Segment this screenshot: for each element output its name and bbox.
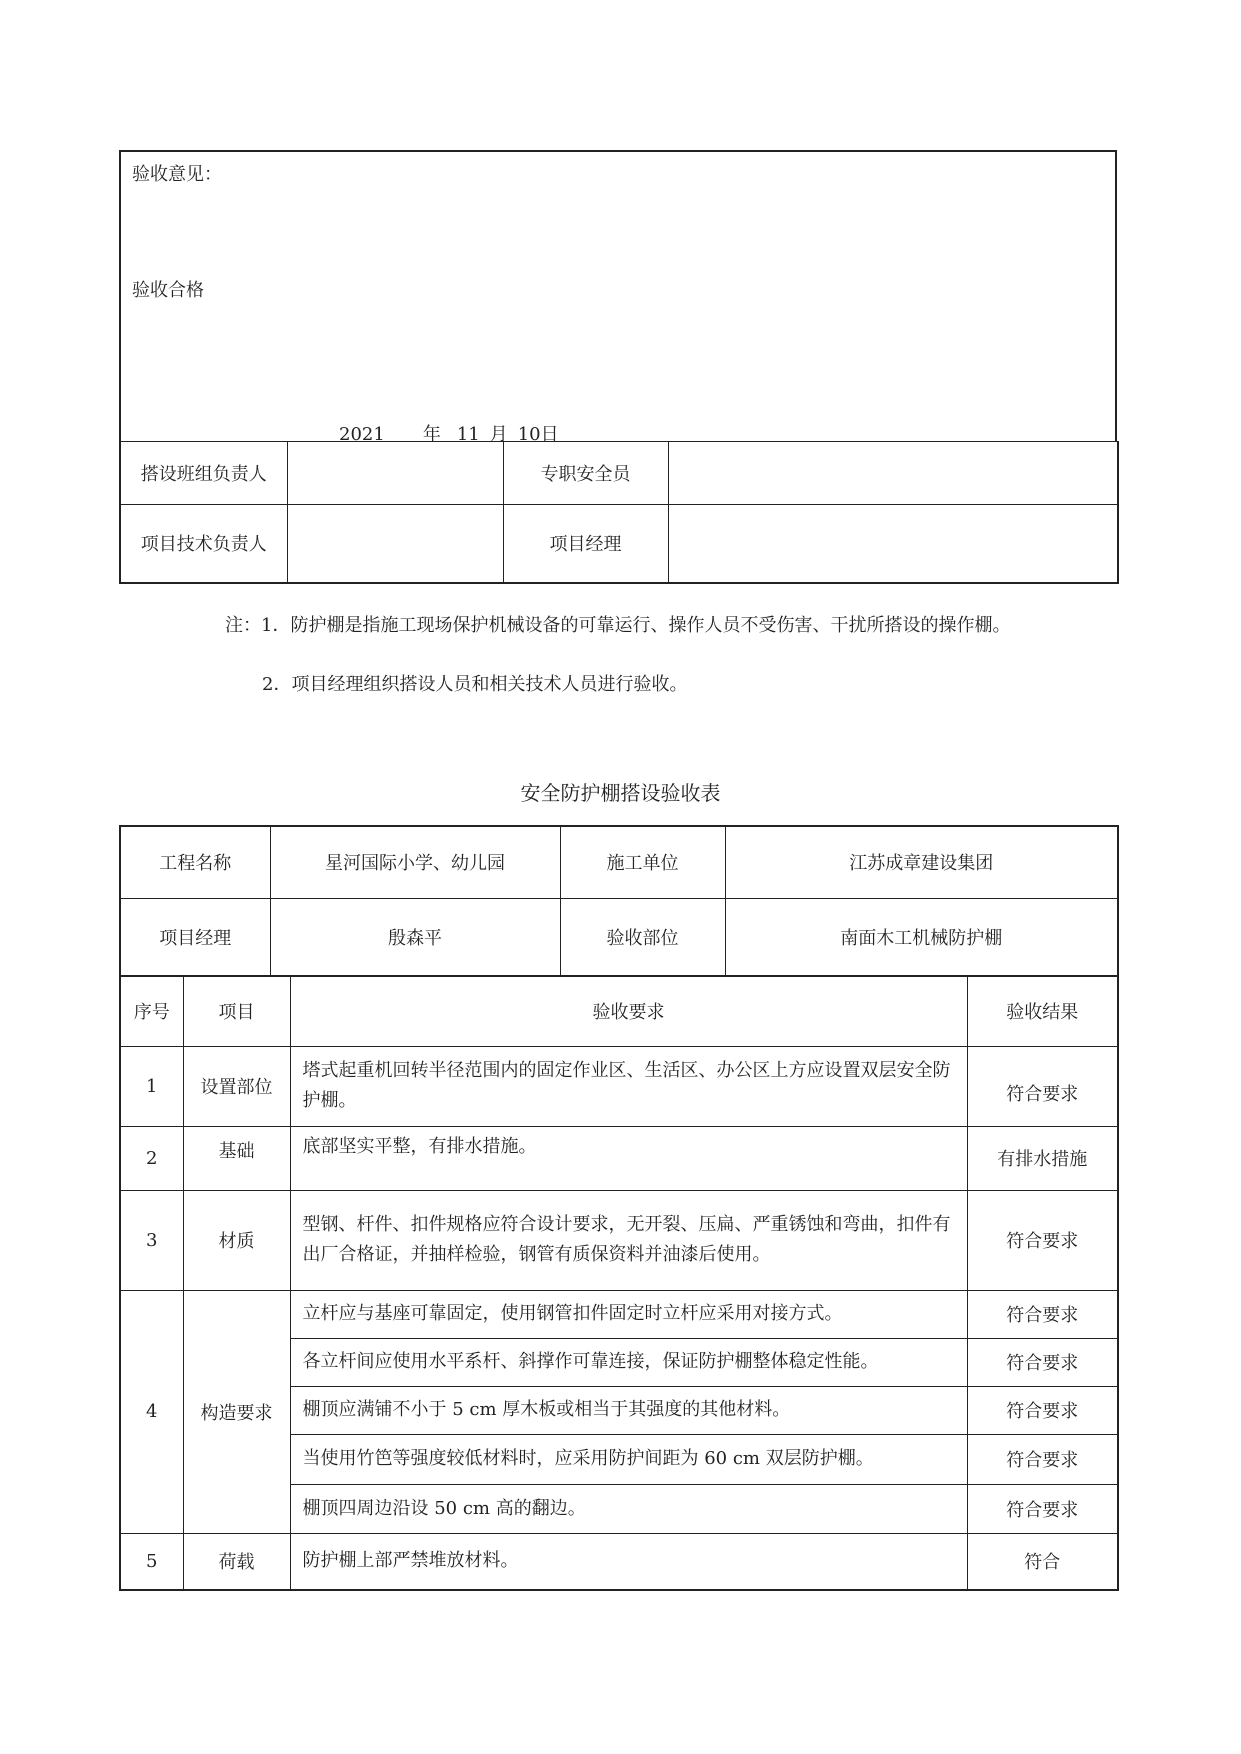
location: 南面木工机械防护棚	[725, 898, 1118, 976]
row-requirement: 棚顶应满铺不小于 5 cm 厚木板或相当于其强度的其他材料。	[290, 1386, 967, 1434]
row-result: 符合要求	[967, 1046, 1118, 1126]
row-result: 有排水措施	[967, 1126, 1118, 1190]
date-month: 11	[456, 424, 480, 445]
date-year: 2021	[339, 424, 385, 445]
row-result: 符合要求	[967, 1386, 1118, 1434]
team-leader-signature	[287, 442, 503, 505]
row-result: 符合	[967, 1533, 1118, 1590]
header-item: 项目	[183, 976, 290, 1046]
location-label: 验收部位	[560, 898, 725, 976]
table-row	[120, 1126, 1118, 1190]
row-requirement: 底部坚实平整，有排水措施。	[290, 1126, 967, 1190]
row-result: 符合要求	[967, 1484, 1118, 1533]
project-name: 星河国际小学、幼儿园	[270, 826, 560, 898]
row-item: 构造要求	[183, 1290, 290, 1533]
row-requirement: 当使用竹笆等强度较低材料时，应采用防护间距为 60 cm 双层防护棚。	[290, 1434, 967, 1484]
tech-lead-signature	[287, 505, 503, 583]
header-result: 验收结果	[967, 976, 1118, 1046]
signoff-table	[119, 441, 1119, 584]
acceptance-opinion-box	[119, 150, 1117, 445]
checklist-table	[119, 975, 1119, 1591]
table-row	[120, 1533, 1118, 1590]
row-no: 5	[120, 1533, 183, 1590]
row-requirement: 各立杆间应使用水平系杆、斜撑作可靠连接，保证防护棚整体稳定性能。	[290, 1338, 967, 1386]
opinion-label: 验收意见：	[132, 164, 222, 185]
project-name-label: 工程名称	[120, 826, 270, 898]
row-item: 设置部位	[183, 1046, 290, 1126]
row-item: 基础	[183, 1126, 290, 1190]
row-result: 符合要求	[967, 1190, 1118, 1290]
date-year-unit: 年	[422, 424, 441, 445]
safety-officer-label: 专职安全员	[503, 442, 668, 505]
row-no: 4	[120, 1290, 183, 1533]
table-row	[120, 1046, 1118, 1126]
row-requirement: 立杆应与基座可靠固定，使用钢管扣件固定时立杆应采用对接方式。	[290, 1290, 967, 1338]
manager-label: 项目经理	[120, 898, 270, 976]
safety-officer-signature	[668, 442, 1118, 505]
project-manager-label: 项目经理	[503, 505, 668, 583]
row-no: 1	[120, 1046, 183, 1126]
row-no: 3	[120, 1190, 183, 1290]
row-item: 材质	[183, 1190, 290, 1290]
tech-lead-label: 项目技术负责人	[120, 505, 287, 583]
note-1: 注：1．防护棚是指施工现场保护机械设备的可靠运行、操作人员不受伤害、干扰所搭设的操作棚。	[225, 615, 1011, 636]
date-day-unit: 日	[540, 424, 559, 445]
form-title: 安全防护棚搭设验收表	[520, 783, 721, 805]
row-result: 符合要求	[967, 1290, 1118, 1338]
row-requirement: 塔式起重机回转半径范围内的固定作业区、生活区、办公区上方应设置双层安全防护棚。	[290, 1046, 967, 1126]
row-requirement: 防护棚上部严禁堆放材料。	[290, 1533, 967, 1590]
contractor: 江苏成章建设集团	[725, 826, 1118, 898]
row-result: 符合要求	[967, 1338, 1118, 1386]
checklist-header-row	[120, 976, 1118, 1046]
table-row	[120, 1290, 1118, 1338]
row-item: 荷载	[183, 1533, 290, 1590]
date-month-unit: 月	[489, 424, 508, 445]
project-info-table	[119, 825, 1119, 977]
acceptance-result: 验收合格	[132, 280, 204, 301]
contractor-label: 施工单位	[560, 826, 725, 898]
header-no: 序号	[120, 976, 183, 1046]
note-2: 2．项目经理组织搭设人员和相关技术人员进行验收。	[262, 674, 688, 695]
row-requirement: 棚顶四周边沿设 50 cm 高的翻边。	[290, 1484, 967, 1533]
project-manager-signature	[668, 505, 1118, 583]
table-row	[120, 1190, 1118, 1290]
header-requirement: 验收要求	[290, 976, 967, 1046]
row-no: 2	[120, 1126, 183, 1190]
team-leader-label: 搭设班组负责人	[120, 442, 287, 505]
row-requirement: 型钢、杆件、扣件规格应符合设计要求，无开裂、压扁、严重锈蚀和弯曲，扣件有出厂合格证，并抽样检验，钢管有质保资料并油漆后使用。	[290, 1190, 967, 1290]
row-result: 符合要求	[967, 1434, 1118, 1484]
manager: 殷森平	[270, 898, 560, 976]
date-day: 10	[517, 424, 541, 445]
